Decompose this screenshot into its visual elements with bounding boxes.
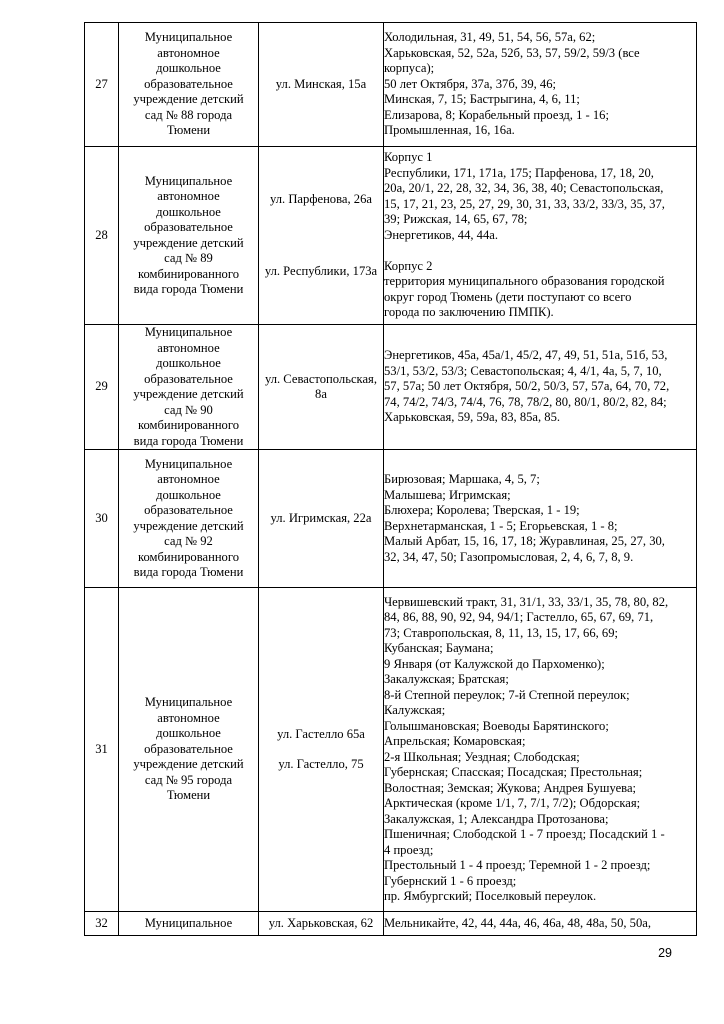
territory-line: корпуса);: [384, 61, 435, 76]
territory-spacer: [384, 243, 696, 259]
territory-cell: [384, 147, 697, 325]
territory-line: 57, 57а; 50 лет Октября, 50/2, 50/3, 57, 57а, 64, 70, 72,: [384, 379, 670, 394]
table-body: [85, 23, 697, 936]
territory-line: Энергетиков, 45а, 45а/1, 45/2, 47, 49, 51, 51а, 51б, 53,: [384, 348, 668, 363]
institution-name-cell: [119, 325, 259, 450]
territory-line: Закалужская, 1; Александра Протозанова;: [384, 811, 609, 826]
institution-name-line: учреждение детский: [133, 92, 244, 107]
territory-line: Харьковская, 52, 52а, 52б, 53, 57, 59/2, 59/3 (все: [384, 45, 640, 60]
institution-name-line: сад № 88 города: [144, 107, 233, 122]
territory-line: пр. Ямбургский; Поселковый переулок.: [384, 889, 597, 903]
institution-name-line: Муниципальное: [144, 915, 233, 930]
institution-name-line: комбинированного: [137, 266, 240, 281]
territory-line: 50 лет Октября, 37а, 37б, 39, 46;: [384, 76, 557, 91]
territory-line: территория муниципального образования городской: [384, 274, 665, 289]
territory-line: Апрельская; Комаровская;: [384, 734, 526, 748]
territory-line: 39; Рижская, 14, 65, 67, 78;: [384, 212, 528, 227]
row-number: 32: [95, 915, 108, 930]
institution-address: ул. Гастелло 65а: [277, 726, 365, 741]
territory-line: Промышленная, 16, 16а.: [384, 123, 515, 138]
territory-line: 2-я Школьная; Уездная; Слободская;: [384, 749, 580, 764]
territory-line: Энергетиков, 44, 44а.: [384, 227, 499, 242]
institution-name-line: образовательное: [144, 741, 233, 756]
institution-address: ул. Минская, 15а: [275, 76, 367, 91]
row-number-cell: [85, 23, 119, 147]
institution-name-line: автономное: [157, 45, 220, 60]
institution-name-line: Муниципальное: [144, 695, 233, 710]
territory-line: Червишевский тракт, 31, 31/1, 33, 33/1, 35, 78, 80, 82,: [384, 594, 669, 609]
page-number: 29: [658, 946, 672, 960]
territory-line: Закалужская; Братская;: [384, 672, 509, 686]
institution-name-line: сад № 95 города: [144, 772, 233, 787]
table-row: [85, 325, 697, 450]
row-number-cell: [85, 147, 119, 325]
institution-address: ул. Игримская, 22а: [270, 510, 372, 525]
address-cell: [259, 147, 384, 325]
institution-name-line: дошкольное: [156, 726, 221, 741]
institution-name-line: учреждение детский: [133, 235, 244, 250]
territory-line: Бирюзовая; Маршака, 4, 5, 7;: [384, 472, 540, 486]
territory-line: города по заключению ПМПК).: [384, 305, 554, 320]
institution-name-cell: [119, 147, 259, 325]
institution-name-line: образовательное: [144, 76, 233, 91]
institution-name-line: комбинированного: [137, 549, 240, 564]
table-row: [85, 23, 697, 147]
territory-line: Верхнетарманская, 1 - 5; Егорьевская, 1 - 8;: [384, 518, 618, 533]
institution-name-line: образовательное: [144, 220, 233, 234]
row-number-cell: [85, 325, 119, 450]
table-row: [85, 912, 697, 936]
row-number: 27: [95, 76, 108, 91]
territory-line: 8-й Степной переулок; 7-й Степной переулок;: [384, 687, 630, 702]
territory-cell: [384, 23, 697, 147]
institution-address: ул. Республики, 173а: [264, 263, 378, 278]
territory-line: 9 Января (от Калужской до Пархоменко);: [384, 656, 605, 671]
territory-line: Губернский 1 - 6 проезд;: [384, 873, 517, 888]
territory-line: Голышмановская; Воеводы Барятинского;: [384, 718, 609, 733]
institution-name-line: дошкольное: [156, 61, 221, 76]
territory-line: Блюхера; Королева; Тверская, 1 - 19;: [384, 503, 580, 517]
institution-name-cell: [119, 23, 259, 147]
territory-line: Холодильная, 31, 49, 51, 54, 56, 57а, 62;: [384, 30, 596, 45]
address-cell: [259, 588, 384, 912]
territory-line: 15, 17, 21, 23, 25, 27, 29, 30, 31, 33, 33/2, 33/3, 35, 37,: [384, 196, 665, 211]
institution-name-line: Муниципальное: [144, 325, 233, 339]
institution-name-line: дошкольное: [156, 487, 221, 502]
institution-name-line: Тюмени: [166, 123, 211, 138]
institution-name-line: автономное: [157, 340, 220, 355]
territory-cell: [384, 588, 697, 912]
territory-line: 84, 86, 88, 90, 92, 94, 94/1; Гастелло, 65, 67, 69, 71,: [384, 610, 654, 624]
row-number: 31: [95, 741, 108, 756]
row-number: 28: [95, 227, 108, 242]
institution-name-line: вида города Тюмени: [133, 282, 244, 296]
territory-cell: [384, 325, 697, 450]
institution-name-line: комбинированного: [137, 418, 240, 432]
address-cell: [259, 23, 384, 147]
institution-name-line: автономное: [157, 710, 220, 725]
institution-name-line: Муниципальное: [144, 173, 233, 188]
territory-line: 73; Ставропольская, 8, 11, 13, 15, 17, 66, 69;: [384, 625, 619, 640]
row-number-cell: [85, 588, 119, 912]
territory-line: 32, 34, 47, 50; Газопромысловая, 2, 4, 6, 7, 8, 9.: [384, 549, 634, 564]
institution-name-line: дошкольное: [156, 204, 221, 219]
territory-line: Калужская;: [384, 703, 446, 717]
row-number-cell: [85, 450, 119, 588]
row-number: 30: [95, 510, 108, 525]
territory-line: Елизарова, 8; Корабельный проезд, 1 - 16;: [384, 107, 609, 122]
row-number: 29: [95, 379, 108, 394]
institution-name-line: вида города Тюмени: [133, 433, 244, 448]
territory-line: Кубанская; Баумана;: [384, 641, 494, 655]
address-cell: [259, 325, 384, 450]
institution-name-cell: [119, 588, 259, 912]
institution-name-line: автономное: [157, 472, 220, 486]
table-row: [85, 588, 697, 912]
institution-name-line: Тюмени: [166, 788, 211, 803]
territory-line: 20а, 20/1, 22, 28, 32, 34, 36, 38, 40; Севастопольская,: [384, 181, 664, 196]
territory-line: Корпус 1: [384, 150, 433, 165]
institution-name-line: Муниципальное: [144, 456, 233, 471]
territory-line: Престольный 1 - 4 проезд; Теремной 1 - 2 проезд;: [384, 858, 651, 872]
institution-name-line: образовательное: [144, 371, 233, 386]
territory-line: Корпус 2: [384, 258, 433, 273]
territory-cell: [384, 450, 697, 588]
territory-line: Минская, 7, 15; Бастрыгина, 4, 6, 11;: [384, 92, 580, 107]
row-number-cell: [85, 912, 119, 936]
institution-name-cell: [119, 912, 259, 936]
address-spacer: [259, 742, 383, 757]
territory-line: 4 проезд;: [384, 842, 434, 857]
institution-name-line: учреждение детский: [133, 387, 244, 401]
territory-line: 53/1, 53/2, 53/3; Севастопольская; 4, 4/1, 4а, 5, 7, 10,: [384, 363, 662, 378]
territory-line: Мельникайте, 42, 44, 44а, 46, 46а, 48, 48а, 50, 50а,: [384, 915, 652, 930]
territory-line: Пшеничная; Слободской 1 - 7 проезд; Посадский 1 -: [384, 827, 665, 841]
institution-name-line: образовательное: [144, 503, 233, 517]
territory-line: Харьковская, 59, 59а, 83, 85а, 85.: [384, 410, 561, 425]
institution-name-line: вида города Тюмени: [133, 565, 244, 579]
institution-name-line: дошкольное: [156, 356, 221, 370]
institution-address: ул. Севастопольская, 8а: [264, 371, 377, 401]
territory-line: Арктическая (кроме 1/1, 7, 7/1, 7/2); Обдорская;: [384, 796, 641, 810]
institution-address: ул. Харьковская, 62: [268, 915, 374, 930]
institution-name-line: сад № 92: [164, 534, 213, 548]
institution-name-line: Муниципальное: [144, 30, 233, 45]
table-row: [85, 147, 697, 325]
kindergarten-territory-table: [84, 22, 697, 936]
territory-line: округ город Тюмень (дети поступают со всего: [384, 289, 632, 304]
institution-name-line: учреждение детский: [133, 518, 244, 533]
territory-line: 74, 74/2, 74/3, 74/4, 76, 78, 78/2, 80, 80/1, 80/2, 82, 84;: [384, 394, 667, 409]
institution-name-cell: [119, 450, 259, 588]
territory-line: Губернская; Спасская; Посадская; Престольная;: [384, 765, 643, 779]
institution-name-line: сад № 90: [164, 402, 213, 417]
table-row: [85, 450, 697, 588]
institution-address: ул. Парфенова, 26а: [270, 192, 372, 206]
address-cell: [259, 450, 384, 588]
territory-line: Малышева; Игримская;: [384, 487, 511, 502]
territory-cell: [384, 912, 697, 936]
institution-name-line: сад № 89: [164, 251, 213, 265]
territory-line: Малый Арбат, 15, 16, 17, 18; Журавлиная, 25, 27, 30,: [384, 534, 665, 548]
territory-line: Волостная; Земская; Жукова; Андрея Бушуева;: [384, 780, 637, 795]
territory-line: Республики, 171, 171а, 175; Парфенова, 17, 18, 20,: [384, 165, 654, 180]
address-spacer: [259, 208, 383, 264]
institution-name-line: автономное: [157, 189, 220, 203]
institution-address: ул. Гастелло, 75: [278, 757, 364, 771]
institution-name-line: учреждение детский: [133, 757, 244, 772]
address-cell: [259, 912, 384, 936]
